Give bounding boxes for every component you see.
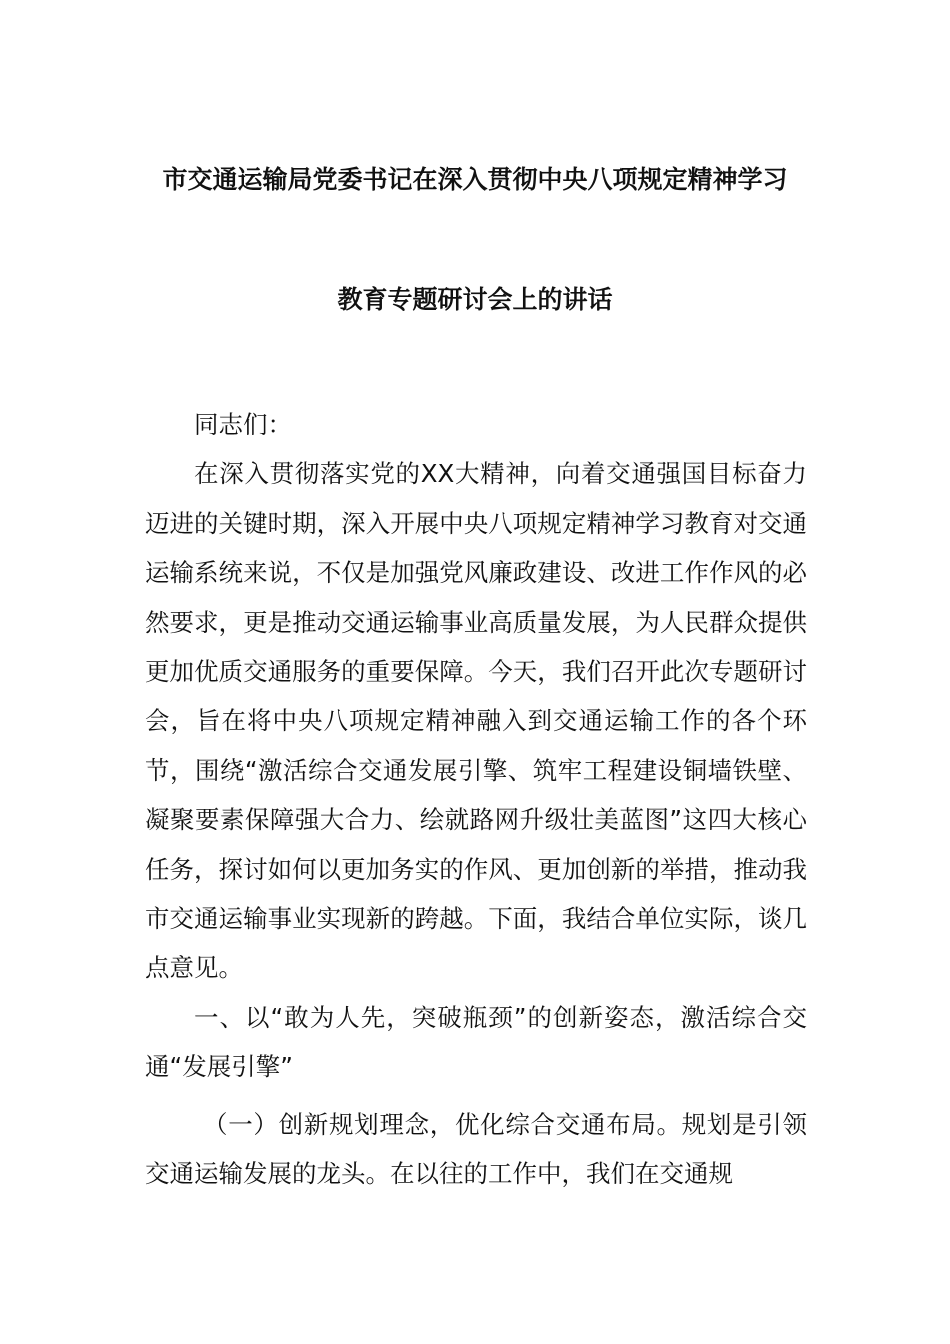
document-body [145, 400, 807, 1199]
greeting: 同志们： [194, 410, 292, 439]
document-title-line-2: 教育专题研讨会上的讲话 [337, 285, 613, 314]
intro-paragraph: 在深入贯彻落实党的XX大精神，向着交通强国目标奋力迈进的关键时期，深入开展中央八项规定精神学习教育对交通运输系统来说，不仅是加强党风廉政建设、改进工作作风的必然要求，更是推动交通运输事业高质量发展，为人民群众提供更加优质交通服务的重要保障。今天，我们召开此次专题研讨会，旨在将中央八项规定精神融入到交通运输工作的各个环节，围绕“激活综合交通发展引擎、筑牢工程建设铜墙铁壁、凝聚要素保障强大合力、绘就路网升级壮美蓝图”这四大核心任务，探讨如何以更加务实的作风、更加创新的举措，推动我市交通运输事业实现新的跨越。下面，我结合单位实际，谈几点意见。 [145, 459, 807, 983]
section-heading-1: 一、以“敢为人先，突破瓶颈”的创新姿态，激活综合交通“发展引擎” [145, 1002, 807, 1082]
subsection-paragraph-1: （一）创新规划理念，优化综合交通布局。规划是引领交通运输发展的龙头。在以往的工作中，我们在交通规 [145, 1109, 807, 1189]
document-title-line-1: 市交通运输局党委书记在深入贯彻中央八项规定精神学习 [162, 165, 788, 194]
